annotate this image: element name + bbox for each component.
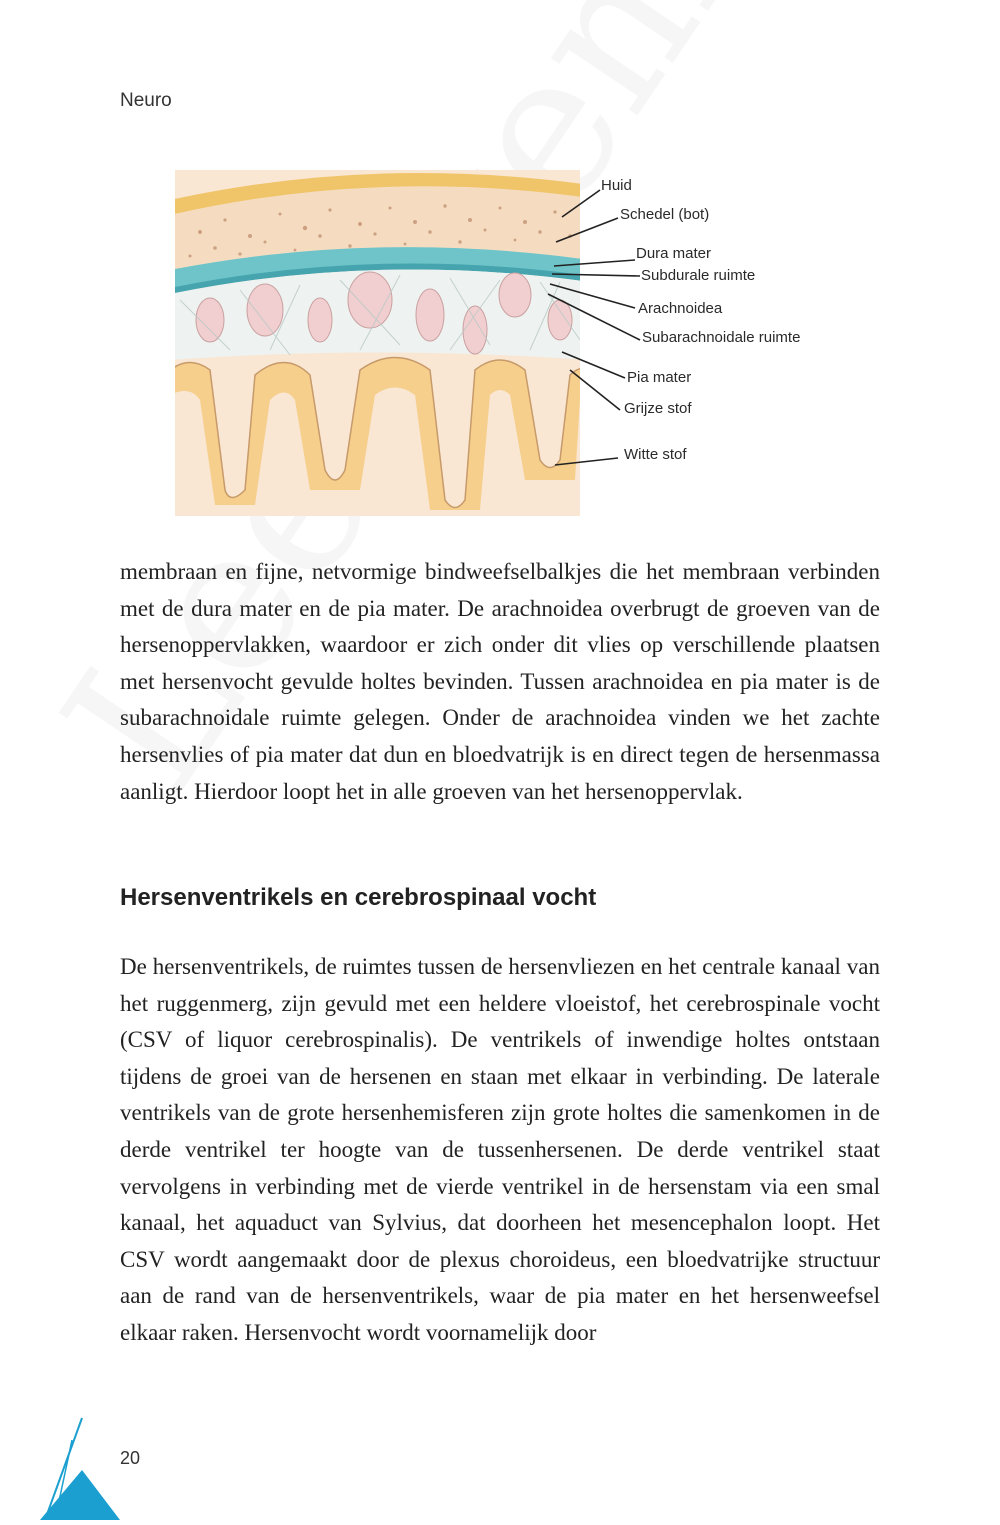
body-paragraph-2: De hersenventrikels, de ruimtes tussen de hersenvliezen en het centrale kanaal van het ruggenmerg, zijn gevuld met een heldere vloeistof, het cerebrospinale vocht (CSV of liquor cerebrospinalis). De ventrikels of inwendige holtes ontstaan tijdens de groei van de hersenen en staan met elkaar in verbinding. De laterale ventrikels van de grote hersenhemisferen zijn grote holtes die samenkomen in de derde ventrikel ter hoogte van de tussenhersenen. De derde ventrikel staat vervolgens in verbinding met de vierde ventrikel in de hersenstam via een smal kanaal, het aquaduct van Sylvius, dat doorheen het mesencephalon loopt. Het CSV wordt aangemaakt door de plexus choroideus, een bloedvatrijke structuur aan de rand van de hersenventrikels, waar de pia mater en het hersenweefsel elkaar raken. Hersenvocht wordt voornamelijk door xyxy=(120,954,880,1345)
page-number: 20 xyxy=(120,1448,141,1468)
label-pia-mater: Pia mater xyxy=(627,369,692,386)
section-heading: Hersenventrikels en cerebrospinaal vocht xyxy=(120,884,597,911)
label-arachnoidea: Arachnoidea xyxy=(638,300,723,317)
label-subarachnoidale-ruimte: Subarachnoidale ruimte xyxy=(642,329,801,346)
label-huid: Huid xyxy=(601,177,632,194)
label-schedel: Schedel (bot) xyxy=(620,206,710,223)
running-head: Neuro xyxy=(120,90,172,111)
corner-decoration xyxy=(0,1400,140,1525)
label-witte-stof: Witte stof xyxy=(624,446,687,463)
label-subdurale-ruimte: Subdurale ruimte xyxy=(641,267,756,284)
body-paragraph-1: membraan en fijne, netvormige bindweefselbalkjes die het membraan verbinden met de dura mater en de pia mater. De arachnoidea overbrugt de groeven van de hersenoppervlakken, waardoor er zich onder dit vlies op verschillende plaatsen met hersenvocht gevulde holtes bevinden. Tussen arachnoidea en pia mater is de subarachnoidale ruimte gelegen. Onder de arachnoidea vinden we het zachte hersenvlies of pia mater dat dun en bloedvatrijk is en direct tegen de hersenmassa aanligt. Hierdoor loopt het in alle groeven van het hersenoppervlak. xyxy=(120,559,880,804)
label-grijze-stof: Grijze stof xyxy=(624,400,692,417)
meninges-illustration xyxy=(170,170,850,520)
label-dura-mater: Dura mater xyxy=(636,245,712,262)
